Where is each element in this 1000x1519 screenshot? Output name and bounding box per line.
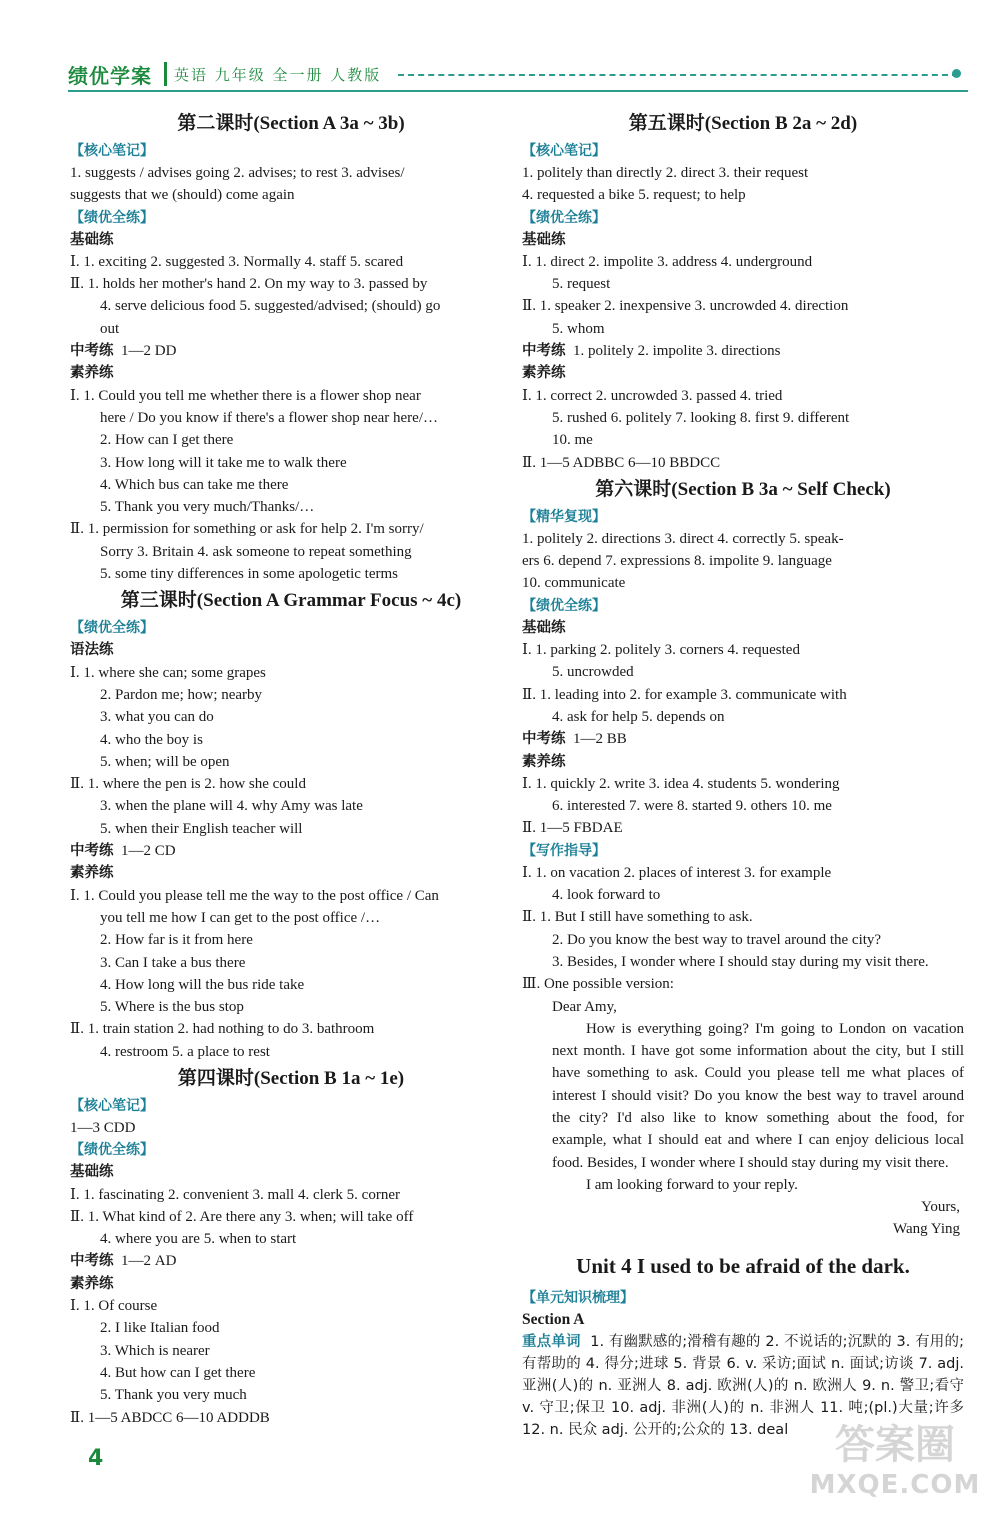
page-header xyxy=(68,60,968,94)
answer-line: 2. Pardon me; how; nearby xyxy=(100,686,263,703)
watermark-url: MXQE.COM xyxy=(809,1470,981,1500)
answer-line: 4. ask for help 5. depends on xyxy=(552,708,725,725)
answer-line: Ⅰ. 1. quickly 2. write 3. idea 4. students 5. wondering xyxy=(522,775,840,792)
answer-line: 4. look forward to xyxy=(552,887,661,904)
lesson6-title: 第六课时(Section B 3a ~ Self Check) xyxy=(595,478,891,500)
brand-logo: 绩优学案 xyxy=(68,64,152,88)
letter-body: How is everything going? I'm going to London on vacation next month. I have got some information about the city, but I still have something to ask. Could you please tell me what places of interest I should visit? Do you know the best way to travel around the city? I'd also like to know something about the food, for example, what I should eat and where I can enjoy delicious local food. Besides, I wonder where I should stay during my visit there. xyxy=(552,1020,964,1171)
answer-line: Ⅱ. 1—5 FBDAE xyxy=(522,820,623,837)
brand-bracket xyxy=(160,62,167,86)
answer-line: 5. some tiny differences in some apologetic terms xyxy=(100,566,398,583)
answer-line: 2. I like Italian food xyxy=(100,1320,220,1337)
unit-title: Unit 4 I used to be afraid of the dark. xyxy=(576,1253,910,1278)
answer-line: 5. Where is the bus stop xyxy=(100,999,244,1016)
literacy-practice-label: 素养练 xyxy=(70,365,114,382)
answer-line: 1. suggests / advises going 2. advises; to rest 3. advises/ xyxy=(70,165,405,181)
answer-line: here / Do you know if there's a flower shop near here/… xyxy=(100,409,439,426)
lesson4-title: 第四课时(Section B 1a ~ 1e) xyxy=(177,1067,405,1089)
exam-practice-label: 中考练 xyxy=(70,843,114,860)
core-notes-tag: 【核心笔记】 xyxy=(70,1097,154,1114)
answer-line: 3. Besides, I wonder where I should stay during my visit there. xyxy=(552,953,929,970)
answer-line: 3. Can I take a bus there xyxy=(100,954,246,971)
answer-line: 4. How long will the bus ride take xyxy=(100,976,305,993)
answer-line: Ⅰ. 1. correct 2. uncrowded 3. passed 4. tried xyxy=(522,387,783,404)
answer-line: 5. uncrowded xyxy=(552,664,634,681)
answer-line: Ⅰ. 1. where she can; some grapes xyxy=(70,664,266,681)
answer-line: 3. what you can do xyxy=(100,709,214,726)
grammar-practice-label: 语法练 xyxy=(70,642,114,659)
answer-line: Ⅱ. 1—5 ADBBC 6—10 BBDCC xyxy=(522,454,721,471)
left-column xyxy=(70,108,512,1429)
section-label: Section A xyxy=(522,1310,585,1328)
core-notes-tag: 【核心笔记】 xyxy=(70,143,154,159)
literacy-practice-label: 素养练 xyxy=(522,365,566,382)
answer-line: 1. politely 2. directions 3. direct 4. correctly 5. speak- xyxy=(522,530,844,547)
letter-greeting: Dear Amy, xyxy=(552,998,617,1015)
literacy-practice-label: 素养练 xyxy=(522,753,566,770)
letter-closing: I am looking forward to your reply. xyxy=(586,1176,798,1193)
exam-practice-line xyxy=(522,728,964,750)
answer-line: 3. when the plane will 4. why Amy was late xyxy=(100,798,363,815)
watermark-text: 答案圈 xyxy=(835,1422,955,1468)
answer-line: Ⅱ. 1. leading into 2. for example 3. communicate with xyxy=(522,686,847,703)
answer-line: Ⅰ. 1. Could you please tell me the way to the post office / Can xyxy=(70,887,439,904)
answer-line: Ⅱ. 1. speaker 2. inexpensive 3. uncrowded 4. direction xyxy=(522,298,849,315)
answer-line: 5. request xyxy=(552,276,611,293)
exam-practice-answer: 1—2 DD xyxy=(121,343,177,360)
practice-tag: 【绩优全练】 xyxy=(522,209,606,226)
answer-line: suggests that we (should) come again xyxy=(70,187,295,204)
lesson2-title: 第二课时(Section A 3a ~ 3b) xyxy=(177,113,405,134)
exam-practice-label: 中考练 xyxy=(70,1253,114,1270)
header-dashed-line xyxy=(398,74,958,76)
answer-line: Ⅰ. 1. fascinating 2. convenient 3. mall 4. clerk 5. corner xyxy=(70,1186,400,1203)
answer-line: 6. interested 7. were 8. started 9. others 10. me xyxy=(552,798,832,815)
answer-line: 1—3 CDD xyxy=(70,1119,136,1136)
answer-line: 5. Thank you very much xyxy=(100,1387,247,1404)
answer-line: Ⅱ. 1. But I still have something to ask. xyxy=(522,909,753,926)
exam-practice-line xyxy=(70,340,512,362)
exam-practice-line xyxy=(522,340,964,362)
answer-line: 4. But how can I get there xyxy=(100,1364,256,1381)
header-subtitle: 英语 九年级 全一册 人教版 xyxy=(174,66,382,84)
answer-line: Ⅱ. 1. permission for something or ask for help 2. I'm sorry/ xyxy=(70,521,424,538)
letter-signoff: Yours, xyxy=(921,1199,960,1216)
literacy-practice-label: 素养练 xyxy=(70,1275,114,1292)
exam-practice-answer: 1—2 AD xyxy=(121,1253,177,1270)
answer-line: Ⅱ. 1. holds her mother's hand 2. On my way to 3. passed by xyxy=(70,276,428,293)
answer-line: Ⅰ. 1. Could you tell me whether there is a flower shop near xyxy=(70,387,421,404)
lesson3-title: 第三课时(Section A Grammar Focus ~ 4c) xyxy=(120,590,462,612)
exam-practice-answer: 1—2 CD xyxy=(121,843,176,860)
answer-line: Ⅲ. One possible version: xyxy=(522,976,674,993)
answer-line: 4. restroom 5. a place to rest xyxy=(100,1043,270,1060)
unit-review-tag: 【单元知识梳理】 xyxy=(522,1289,634,1306)
vocab-text: 1. 有幽默感的;滑稽有趣的 2. 不说话的;沉默的 3. 有用的;有帮助的 4. 得分;进球 5. 背景 6. v. 采访;面试 n. 面试;访谈 7. adj. 亚洲(人)的 n. 亚洲人 8. adj. 欧洲(人)的 n. 欧洲人 9. n. 警卫;看守 v. 守卫;保卫 10. adj. 非洲(人)的 n. 非洲人 11. 吨;(pl.)大量;许多 12. n. 民众 adj. 公开的;公众的 13. deal xyxy=(522,1334,965,1439)
answer-line: Ⅱ. 1. What kind of 2. Are there any 3. when; will take off xyxy=(70,1208,414,1225)
exam-practice-line xyxy=(70,1250,512,1272)
answer-line: Ⅰ. 1. exciting 2. suggested 3. Normally 4. staff 5. scared xyxy=(70,253,404,270)
answer-line: 3. Which is nearer xyxy=(100,1342,210,1359)
answer-line: 2. How far is it from here xyxy=(100,932,253,949)
basic-practice-label: 基础练 xyxy=(70,1164,114,1181)
practice-tag: 【绩优全练】 xyxy=(70,209,154,226)
answer-line: out xyxy=(100,320,120,337)
answer-line: 10. communicate xyxy=(522,575,626,592)
answer-line: Ⅰ. 1. on vacation 2. places of interest 3. for example xyxy=(522,864,832,881)
answer-line: 4. where you are 5. when to start xyxy=(100,1231,297,1248)
watermark-logo xyxy=(800,1420,990,1512)
answer-line: 5. when; will be open xyxy=(100,753,230,770)
answer-line: 5. rushed 6. politely 7. looking 8. first 9. different xyxy=(552,409,850,426)
answer-line: 1. politely than directly 2. direct 3. their request xyxy=(522,165,809,181)
answer-line: 5. when their English teacher will xyxy=(100,820,303,837)
answer-line: 3. How long will it take me to walk there xyxy=(100,454,347,471)
header-dot-icon xyxy=(952,69,961,78)
answer-line: 10. me xyxy=(552,432,593,449)
right-column xyxy=(522,108,964,1441)
answer-line: Ⅱ. 1. train station 2. had nothing to do 3. bathroom xyxy=(70,1021,375,1038)
key-words-label: 重点单词 xyxy=(522,1334,581,1351)
exam-practice-answer: 1. politely 2. impolite 3. directions xyxy=(573,343,781,360)
letter-signature: Wang Ying xyxy=(893,1221,960,1238)
writing-guide-tag: 【写作指导】 xyxy=(522,842,606,859)
page-number: 4 xyxy=(88,1446,104,1471)
exam-practice-label: 中考练 xyxy=(70,343,114,360)
answer-line: 4. serve delicious food 5. suggested/advised; (should) go xyxy=(100,298,441,315)
basic-practice-label: 基础练 xyxy=(522,231,566,248)
answer-line: 4. Which bus can take me there xyxy=(100,476,289,493)
answer-line: 5. whom xyxy=(552,320,605,337)
answer-line: Ⅰ. 1. parking 2. politely 3. corners 4. requested xyxy=(522,642,800,659)
answer-line: 4. requested a bike 5. request; to help xyxy=(522,187,746,204)
answer-line: Ⅱ. 1. where the pen is 2. how she could xyxy=(70,776,306,793)
core-notes-tag: 【核心笔记】 xyxy=(522,143,606,159)
answer-line: you tell me how I can get to the post office /… xyxy=(100,909,381,926)
answer-line: Ⅱ. 1—5 ABDCC 6—10 ADDDB xyxy=(70,1409,270,1426)
exam-practice-label: 中考练 xyxy=(522,731,566,748)
basic-practice-label: 基础练 xyxy=(70,231,114,248)
review-tag: 【精华复现】 xyxy=(522,508,606,525)
basic-practice-label: 基础练 xyxy=(522,619,566,636)
answer-line: Sorry 3. Britain 4. ask someone to repeat something xyxy=(100,543,412,560)
practice-tag: 【绩优全练】 xyxy=(70,620,154,637)
practice-tag: 【绩优全练】 xyxy=(522,597,606,614)
answer-line: 4. who the boy is xyxy=(100,731,203,748)
exam-practice-line xyxy=(70,840,512,862)
answer-line: 2. Do you know the best way to travel around the city? xyxy=(552,931,882,948)
practice-tag: 【绩优全练】 xyxy=(70,1142,154,1159)
answer-line: 5. Thank you very much/Thanks/… xyxy=(100,499,315,516)
answer-line: Ⅰ. 1. direct 2. impolite 3. address 4. underground xyxy=(522,253,813,270)
answer-line: ers 6. depend 7. expressions 8. impolite 9. language xyxy=(522,553,832,570)
exam-practice-answer: 1—2 BB xyxy=(573,731,627,748)
answer-line: Ⅰ. 1. Of course xyxy=(70,1298,158,1315)
literacy-practice-label: 素养练 xyxy=(70,865,114,882)
lesson5-title: 第五课时(Section B 2a ~ 2d) xyxy=(628,113,858,134)
answer-line: 2. How can I get there xyxy=(100,432,234,449)
exam-practice-label: 中考练 xyxy=(522,343,566,360)
header-rule xyxy=(68,90,968,92)
